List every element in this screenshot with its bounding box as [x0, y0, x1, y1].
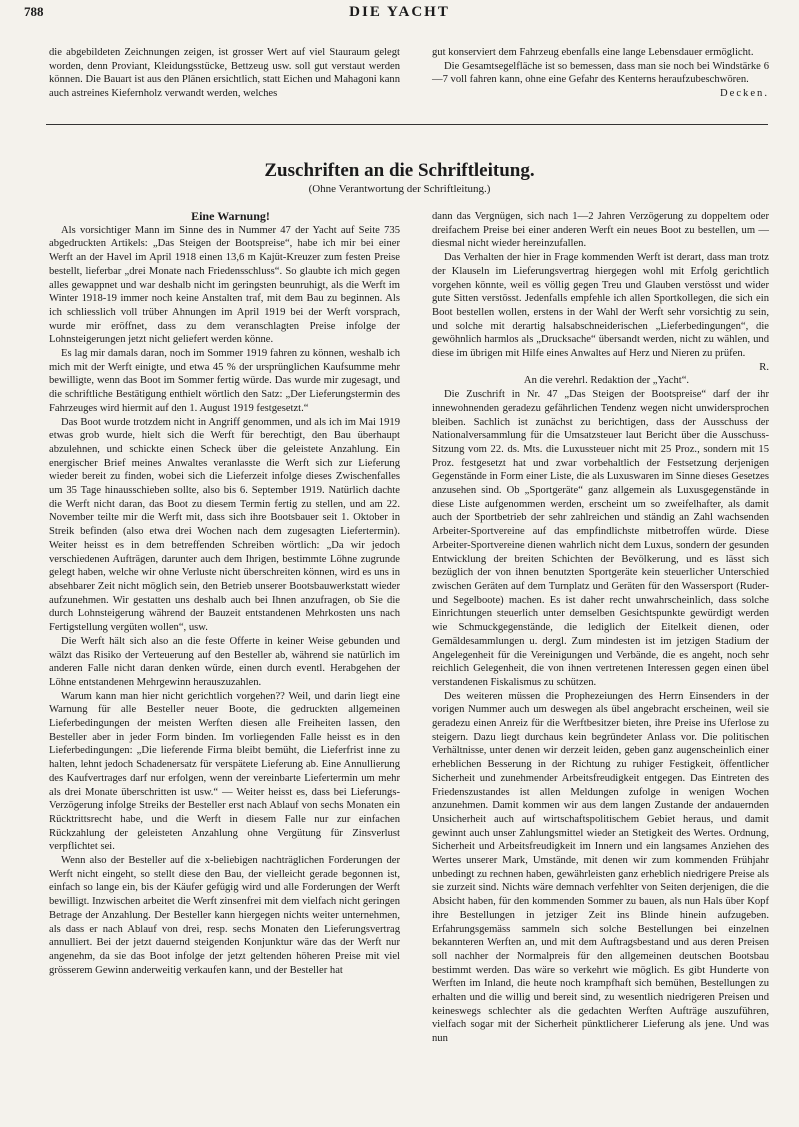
body-paragraph: Des weiteren müssen die Prophezeiungen des Herrn Einsenders in der vorigen Nummer auch um deswegen als übel angebracht erscheinen, weil sie geradezu einen Anreiz für die Werftbesitzer bieten, ihre Preise ins Uferlose zu steigern. Dazu liegt durchaus kein begründeter Anlass vor. Die politischen Verhältnisse, unter denen wir derzeit leiden, geben ganz augenscheinlich einer erheblichen Besserung in der Richtung zu ruhiger Festigkeit, öffentlicher Sicherheit und zunehmender Arbeitsfreudigkeit entgegen. Das Eintreten des Friedenszustandes ist allen Meldungen zufolge in wenigen Wochen anzunehmen. Damit kommen wir aus dem langen Zustande der andauernden Unsicherheit auch auf wirtschaftspolitischem Gebiet heraus, und damit gewinnt auch unser Zahlungsmittel wieder an Stetigkeit des Wertes. Ordnung, Sicherheit und Arbeitsfreudigkeit im Innern und ein langsames Anziehen des Wertes unserer Mark, Umstände, mit denen wir zum kommenden Frühjahr unbedingt zu rechnen haben, gewährleisten ganz erheblich niedrigere Preise als sie zurzeit sind. Nichts wäre demnach verfehlter von Seiten derjenigen, die die Absicht haben, für den kommenden Sommer zu bauen, als nun Hals über Kopf ihre Bestellungen in jetziger Zeit ins Blinde hinein aufzugeben. Erfahrungsgemäss sammeln sich solche Bestellungen bei einzelnen bekannteren Werften an, und mit dem Auftragsbestand und aus deren Preisen soll nachher der Normalpreis für den allgemeinen deutschen Bootsbau bestimmt werden. Das wäre so verkehrt wie möglich. Es gibt Hunderte von Werften im Inland, die heute noch krampfhaft sich bemühen, Bestellungen zu erhalten und die willig und bereit sind, zu wesentlich niedrigeren Preisen und keineswegs schlechter als die gedachten Werften Aufträge auszuführen, vielfach sogar mit der Sicherheit pünktlicherer Lieferung als jene. Und was nun [432, 690, 769, 1045]
body-paragraph: Als vorsichtiger Mann im Sinne des in Nummer 47 der Yacht auf Seite 735 abgedruckten Artikels: „Das Steigen der Bootspreise“, habe ich mir bei einer Werft an der Havel im April 1918 einen 13,6 m Kajüt-Kreuzer zum festen Preise bestellt, lieferbar „drei Monate nach Friedensschluss“. So glaubte ich mich gegen alles gewappnet und war deshalb nicht im geringsten beunruhigt, als die Werft im Winter 1918-19 immer noch keine Anstalten traf, mit dem Bau zu beginnen. Als ich schliesslich voll trüber Ahnungen im April 1919 bei der Werft vorsprach, wurde mir eröffnet, dass zu dem veranschlagten Preise infolge der Lohnsteigerungen jetzt nicht geliefert werden könne. [49, 224, 400, 346]
letter-heading: An die verehrl. Redaktion der „Yacht“. [523, 375, 690, 387]
page-number: 788 [24, 4, 44, 19]
body-paragraph: Warum kann man hier nicht gerichtlich vorgehen?? Weil, und darin liegt eine Warnung für alle Besteller neuer Boote, die gedruckten allgemeinen Lieferbedingungen der meisten Werften diesen alle Freiheiten lassen, den Besteller aber in jeder Form binden. Im vorliegenden Falle heisst es in den Lieferbedingungen: „Die lieferende Firma bleibt bemüht, die Lieferfrist inne zu halten, lehnt jedoch Schadenersatz für verspätete Lieferung ab. Eine Annullierung des Kaufvertrages darf nur erfolgen, wenn der vereinbarte Liefertermin um mehr als drei Monate überschritten ist usw.“ — Weiter heisst es, dass bei Lieferungs-Verzögerung infolge Streiks der Besteller erst nach Ablauf von sechs Monaten ein Rücktrittsrecht habe, und die Werft in diesem Falle nur zur einfachen Rückzahlung der geleisteten Anzahlung ohne Vergütung für Zinsverlust verpflichtet sei. [49, 690, 400, 853]
section-title: Zuschriften an die Schriftleitung. [264, 160, 535, 181]
body-paragraph: die abgebildeten Zeichnungen zeigen, ist grosser Wert auf viel Stauraum gelegt worden, denn Proviant, Kleidungsstücke, Bettzeug usw. soll gut verstaut werden können. Die Bauart ist aus den Plänen ersichtlich, statt Eichen und Mahagoni kann auch astreines Kiefernholz verwandt werden, welches [49, 47, 400, 100]
top-left-column [49, 46, 400, 101]
body-paragraph: Es lag mir damals daran, noch im Sommer 1919 fahren zu können, weshalb ich mich mit der Werft einigte, und etwa 45 % der ursprünglichen Kaufsumme mehr bewilligte, wenn das Boot im Sommer fertig würde. Das wurde mir zugesagt, und die schriftliche Bestätigung enthielt wörtlich den Satz: „Der Lieferungstermin des Fahrzeuges wird hiermit auf den 1. August 1919 festgesetzt.“ [49, 348, 400, 414]
section-divider [46, 124, 768, 125]
running-header [24, 4, 775, 22]
body-paragraph: Die Zuschrift in Nr. 47 „Das Steigen der Bootspreise“ darf der ihr innewohnenden geradezu gefährlichen Tendenz wegen nicht unwidersprochen bleiben. Sachlich ist zunächst zu berichtigen, dass der Ausschuss der Nationalversammlung für die Umsatzsteuer laut Bericht über die Ausschuss-Sitzung vom 22. ds. Mts. die Luxussteuer nicht mit 25 Proz., sondern mit 15 Proz. festgesetzt hat und zwar vorbehaltlich der Festsetzung derjenigen Gegenstände in Form einer Liste, die als Luxuswaren im Sinne dieses Gesetzes anzusehen sind. Ob „Sportgeräte“ ganz allgemein als Luxusgegenstände in diese Liste aufgenommen werden, erscheint um so zweifelhafter, als damit auch der Sportbetrieb der sehr zahlreichen und ständig an Zahl wachsenden Arbeiter-Sportvereine auf das empfindlichste mitbetroffen würde. Diese Arbeiter-Sportvereine dienen wahrlich nicht dem Luxus, sondern der gesunden Entwicklung der breiten Schichten der Bevölkerung, und es lässt sich bezüglich der von ihnen benutzten Sportgeräte kein steuerlicher Unterschied zwischen Geräten auf dem Turnplatz und Geräten für den Wassersport (Ruder- und Segelboote) machen. Es ist daher recht unwahrscheinlich, dass solche Einrichtungen steuerlich unter demselben Gesichtspunkte gewürdigt werden wie Schmuckgegenstände, die lediglich der Eitelkeit dienen, oder Gemäldesammlungen u. dergl. Zum mindesten ist im jetzigen Stadium der Angelegenheit für die Vereinigungen und Verbände, die es angeht, noch sehr reichlich Gelegenheit, die von ihnen vertretenen Interessen gegen einen übel verstandenen Fiskalismus zu schützen. [432, 389, 769, 688]
body-paragraph: Wenn also der Besteller auf die x-beliebigen nachträglichen Forderungen der Werft nicht eingeht, so stellt diese den Bau, der vielleicht gerade begonnen ist, einfach so lange ein, bis der Käufer gefügig wird und alle Forderungen der Werft bewilligt. Inzwischen arbeitet die Werft zinsenfrei mit dem vielfach nicht geringen Betrage der Anzahlung. Der Besteller kann hiergegen nichts weiter unternehmen, als dass er nach Ablauf von drei, resp. sechs Monaten den Lieferungsvertrag annulliert. Bei der jetzt dauernd steigenden Konjunktur wäre das der Werft nur angenehm, da sie das Boot infolge der jetzt geltenden höheren Preise mit viel grösserem Gewinn anderweitig verkaufen kann, und der Besteller hat [49, 855, 400, 976]
article-heading: Eine Warnung! [191, 209, 270, 223]
body-paragraph: gut konserviert dem Fahrzeug ebenfalls eine lange Lebensdauer ermöglicht. [432, 47, 754, 58]
body-paragraph: Das Boot wurde trotzdem nicht in Angriff genommen, und als ich im Mai 1919 etwas grob wurde, hielt sich die Werft für berechtigt, den Bau überhaupt abzulehnen, und schickte einen Scheck über die geleistete Anzahlung. Ein energischer Brief meines Anwaltes veranlasste die Werft sich zur Lieferung wieder bereit zu finden, wobei sich die Lieferzeit infolge dieses Zwischenfalles um 35 Tage hinausschieben sollte, also bis 6. September 1919. Natürlich dachte die Werft nicht daran, das Boot zu diesem Termin fertig zu stellen, und am 22. November teilte mir die Werft mit, dass sich ihre Bootsbauer seit 1. Oktober in Streik befinden (also etwa drei Wochen nach dem zugesagten Liefertermin). Weiter heisst es in dem betreffenden Schreiben wörtlich: „Da wir jedoch verschiedenen Aufträgen, darunter auch dem Ihrigen, bestimmte Löhne zugrunde gelegt haben, welche wir ohne Verluste nicht überschreiten können, wird es uns in absehbarer Zeit nicht möglich sein, den Betrieb unserer Bootsbauwerkstatt wieder aufzunehmen. Wir gestatten uns deshalb auch bei Ihnen anzufragen, ob Sie die durch Lohnsteigerung während der Bauzeit entstandenen Mehrkosten uns nach Fertigstellung vergüten wollen“, usw. [49, 416, 400, 634]
left-column [49, 210, 400, 977]
body-paragraph: Die Gesamtsegelfläche ist so bemessen, dass man sie noch bei Windstärke 6—7 voll fahren kann, ohne eine Gefahr des Kenterns heraufzubeschwören. [432, 60, 769, 86]
section-subtitle: (Ohne Verantwortung der Schriftleitung.) [308, 183, 491, 195]
right-column [432, 210, 769, 1046]
body-paragraph: Das Verhalten der hier in Frage kommenden Werft ist derart, dass man trotz der Klauseln im Lieferungsvertrag hiergegen wohl mit Erfolg gerichtlich vorgehen könnte, weil es völlig gegen Treu und Glauben verstösst und wider gute Sitten verstösst. Jedenfalls empfehle ich allen Sportkollegen, die sich ein Boot bestellen wollen, erstens in der Wahl der Werft sehr vorsichtig zu sein, und solche mit derartig halsabschneiderischen „Lieferbedingungen“, die gewöhnlich harmlos als „Drucksache“ übersandt werden, nicht zu wählen, und diese im übrigen mit Hilfe eines Anwaltes auf Herz und Nieren zu prüfen. [432, 252, 769, 360]
journal-title: DIE YACHT [349, 4, 450, 20]
body-paragraph: Die Werft hält sich also an die feste Offerte in keiner Weise gebunden und wälzt das Risiko der Verteuerung auf den Besteller ab, während sie natürlich im anderen Falle nicht daran denken würde, einen durch eventl. Herabgehen der Löhne entstandenen Mehrgewinn herauszuzahlen. [49, 635, 400, 688]
author-signature: R. [759, 361, 769, 373]
top-right-column [432, 46, 769, 101]
body-paragraph: dann das Vergnügen, sich nach 1—2 Jahren Verzögerung zu doppeltem oder dreifachem Preise bei einer anderen Werft ein neues Boot zu bestellen, um — diesmal nicht wieder hereinzufallen. [432, 211, 769, 250]
author-signature: Decken. [720, 88, 769, 100]
